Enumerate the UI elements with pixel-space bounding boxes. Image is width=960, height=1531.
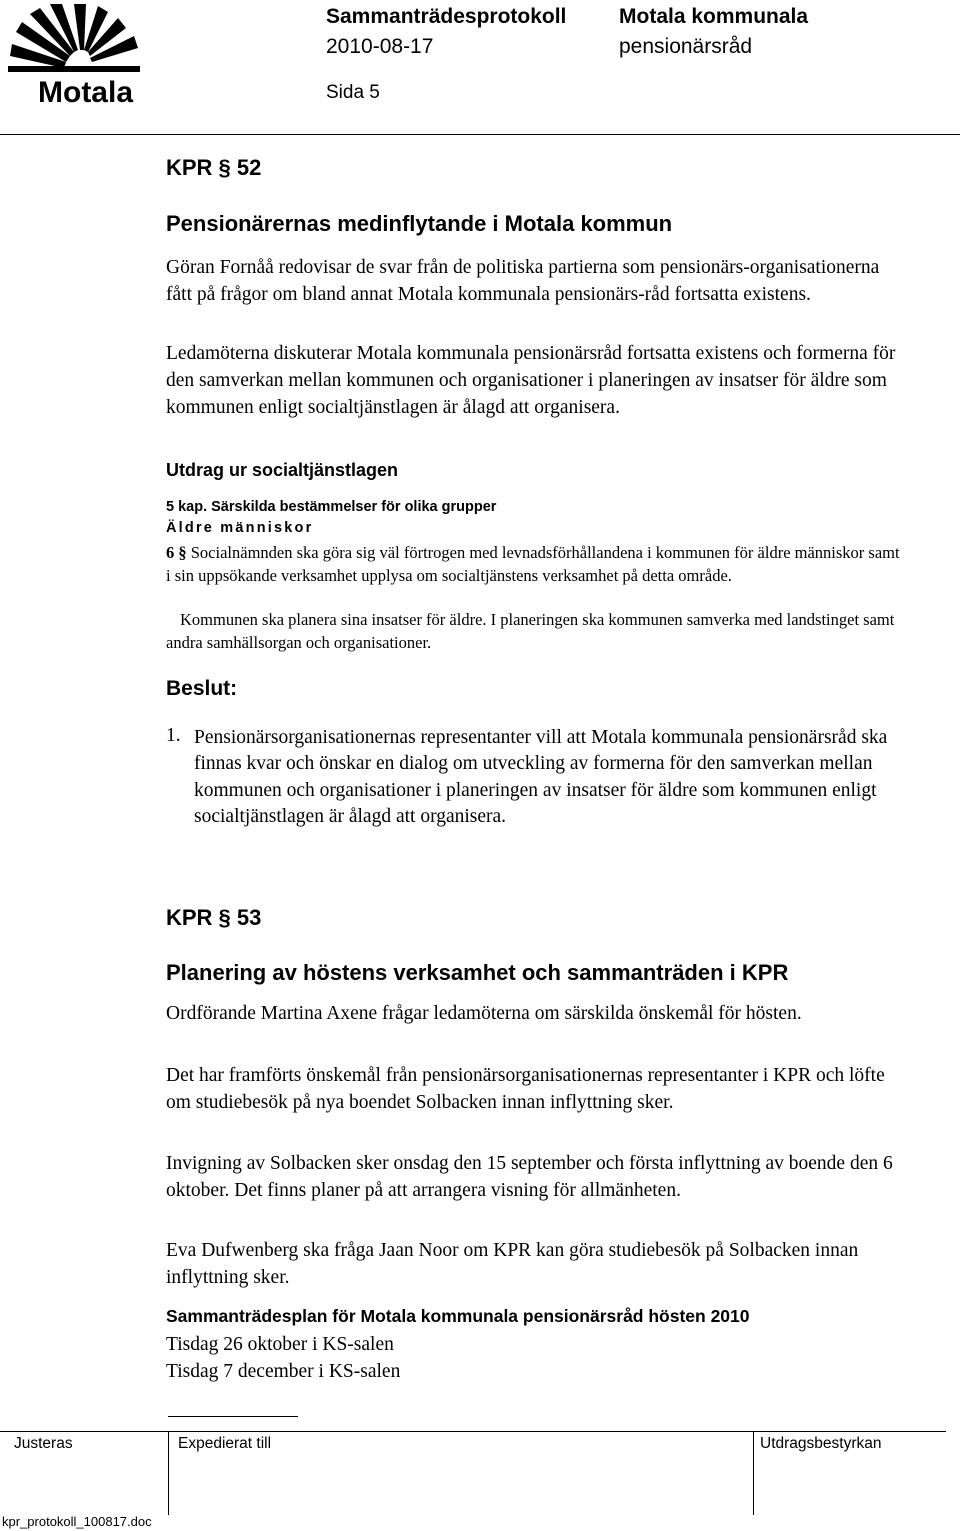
paragraph: Ordförande Martina Axene frågar ledamöterna om särskilda önskemål för hösten. [166, 1003, 802, 1024]
schedule-item: Tisdag 26 oktober i KS-salen [166, 1334, 394, 1355]
schedule-item: Tisdag 7 december i KS-salen [166, 1361, 401, 1382]
section-number-kpr52: KPR § 52 [166, 155, 262, 180]
paragraph: Ledamöterna diskuterar Motala kommunala pensionärsråd fortsatta existens och formerna för den samverkan mellan kommunen och organisationer i planeringen av insatser för äldre som kommunen enligt socialtjänstlagen är ålagd att organisera. [166, 343, 896, 418]
motala-logo [8, 4, 158, 104]
schedule-title: Sammanträdesplan för Motala kommunala pensionärsråd hösten 2010 [166, 1306, 750, 1326]
decision-number: 1. [166, 725, 181, 746]
page-number: Sida 5 [326, 82, 380, 103]
law-chapter: 5 kap. Särskilda bestämmelser för olika grupper [166, 499, 497, 515]
law-text-1: Socialnämnden ska göra sig väl förtrogen med levnadsförhållandena i kommunen för äldre människor samt i sin uppsökande verksamhet upplysa om socialtjänstens verksamhet på detta område. [166, 543, 900, 585]
signature-line [168, 1416, 298, 1417]
organization-line-1: Motala kommunala [619, 5, 809, 28]
law-paragraph-1 [166, 542, 900, 587]
paragraph: Invigning av Solbacken sker onsdag den 15 september och första inflyttning av boende den 6 oktober. Det finns planer på att arrangera visning för allmänheten. [166, 1153, 893, 1201]
meeting-date: 2010-08-17 [326, 35, 434, 58]
decision-text: Pensionärsorganisationernas representanter vill att Motala kommunala pensionärsråd ska finnas kvar och önskar en dialog om utveckling av formerna för den samverkan mellan kommunen och organisationer i planeringen av insatser för äldre som kommunen enligt socialtjänstlagen är ålagd att organisera. [194, 727, 888, 828]
header-divider [0, 134, 960, 135]
law-text-2: Kommunen ska planera sina insatser för äldre. I planeringen ska kommunen samverka med landstinget samt andra samhällsorgan och organisationer. [166, 610, 895, 652]
excerpt-heading: Utdrag ur socialtjänstlagen [166, 460, 399, 480]
footer-utdragsbestyrkan: Utdragsbestyrkan [760, 1435, 882, 1452]
footer-filename: kpr_protokoll_100817.doc [2, 1514, 152, 1529]
motala-sunburst-icon [8, 4, 158, 104]
section-title-kpr53: Planering av höstens verksamhet och sammanträden i KPR [166, 960, 789, 985]
footer-expedierat: Expedierat till [178, 1435, 272, 1452]
law-section-number: 6 § [166, 543, 187, 562]
document-type: Sammanträdesprotokoll [326, 5, 567, 28]
organization-line-2: pensionärsråd [619, 35, 753, 58]
paragraph: Det har framförts önskemål från pensionärsorganisationernas representanter i KPR och löfte om studiebesök på nya boendet Solbacken innan inflyttning sker. [166, 1065, 885, 1113]
svg-text:Motala: Motala [38, 76, 134, 104]
footer-column-divider [753, 1431, 754, 1515]
footer-divider [0, 1431, 946, 1432]
section-number-kpr53: KPR § 53 [166, 905, 262, 930]
paragraph: Eva Dufwenberg ska fråga Jaan Noor om KPR kan göra studiebesök på Solbacken innan inflyttning sker. [166, 1240, 859, 1288]
law-group: Äldre människor [166, 520, 314, 536]
footer-justeras: Justeras [14, 1435, 73, 1452]
section-title-kpr52: Pensionärernas medinflytande i Motala kommun [166, 211, 673, 236]
footer-column-divider [168, 1431, 169, 1515]
decision-heading: Beslut: [166, 677, 238, 700]
paragraph: Göran Fornåå redovisar de svar från de politiska partierna som pensionärs-organisationerna fått på frågor om bland annat Motala kommunala pensionärs-råd fortsatta existens. [166, 257, 880, 305]
